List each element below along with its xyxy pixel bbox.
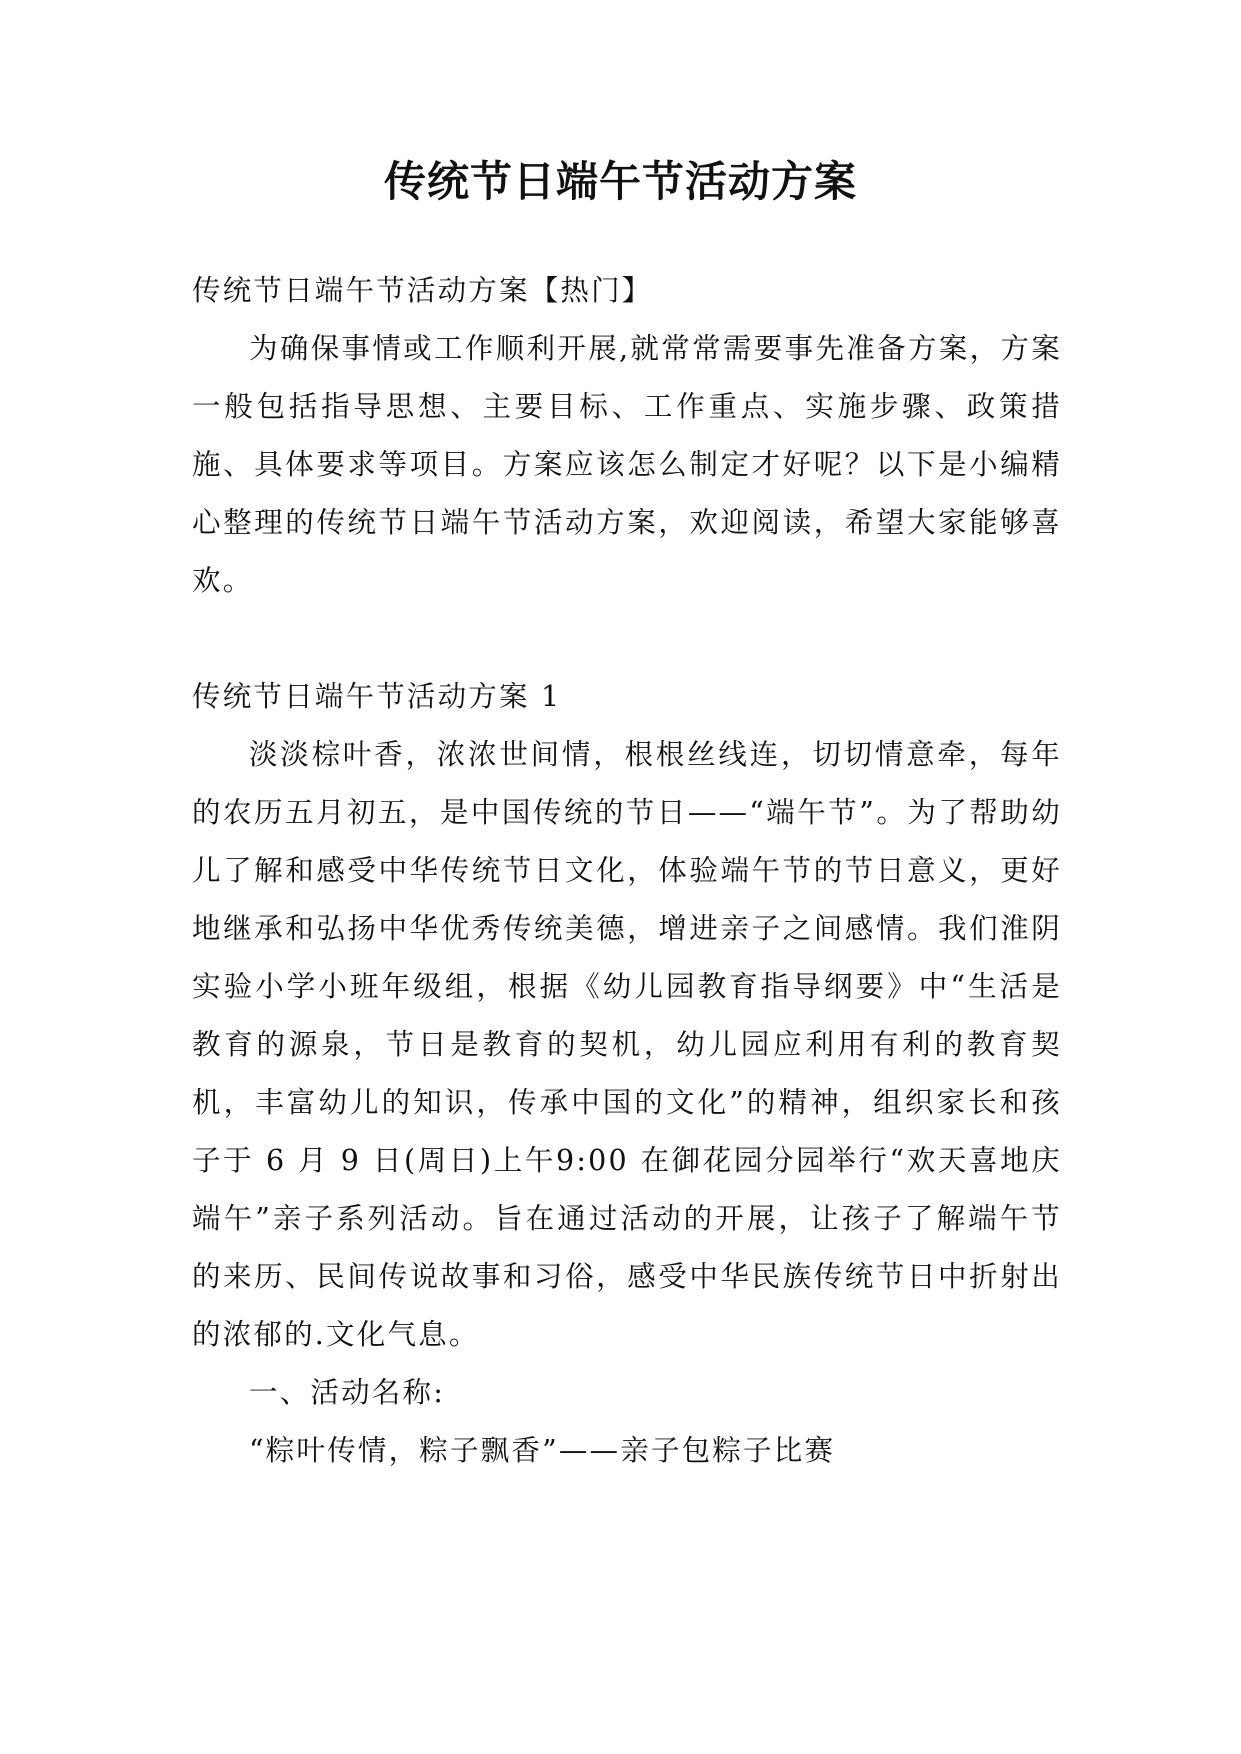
activity-name: “粽叶传情，粽子飘香”——亲子包粽子比赛 [249, 1434, 836, 1467]
paragraph-spacer [192, 610, 1062, 668]
document-subtitle: 传统节日端午节活动方案【热门】 [192, 274, 653, 307]
section-heading: 传统节日端午节活动方案 1 [192, 680, 562, 713]
activity-name-heading: 一、活动名称: [249, 1376, 446, 1409]
document-body [192, 262, 1062, 1480]
document-title: 传统节日端午节活动方案 [383, 157, 857, 206]
body-paragraph: 淡淡棕叶香，浓浓世间情，根根丝线连，切切情意牵，每年的农历五月初五，是中国传统的节日——“端午节”。为了帮助幼儿了解和感受中华传统节日文化，体验端午节的节日意义，更好地继承和弘扬中华优秀传统美德，增进亲子之间感情。我们淮阴实验小学小班年级组，根据《幼儿园教育指导纲要》中“生活是教育的源泉，节日是教育的契机，幼儿园应利用有利的教育契机，丰富幼儿的知识，传承中国的文化”的精神，组织家长和孩子于 6 月 9 日(周日)上午9:00 在御花园分园举行“欢天喜地庆端午”亲子系列活动。旨在通过活动的开展，让孩子了解端午节的来历、民间传说故事和习俗，感受中华民族传统节日中折射出的浓郁的.文化气息。 [192, 738, 1062, 1351]
intro-paragraph: 为确保事情或工作顺利开展,就常常需要事先准备方案，方案一般包括指导思想、主要目标、工作重点、实施步骤、政策措施、具体要求等项目。方案应该怎么制定才好呢？以下是小编精心整理的传统节日端午节活动方案，欢迎阅读，希望大家能够喜欢。 [192, 332, 1062, 597]
